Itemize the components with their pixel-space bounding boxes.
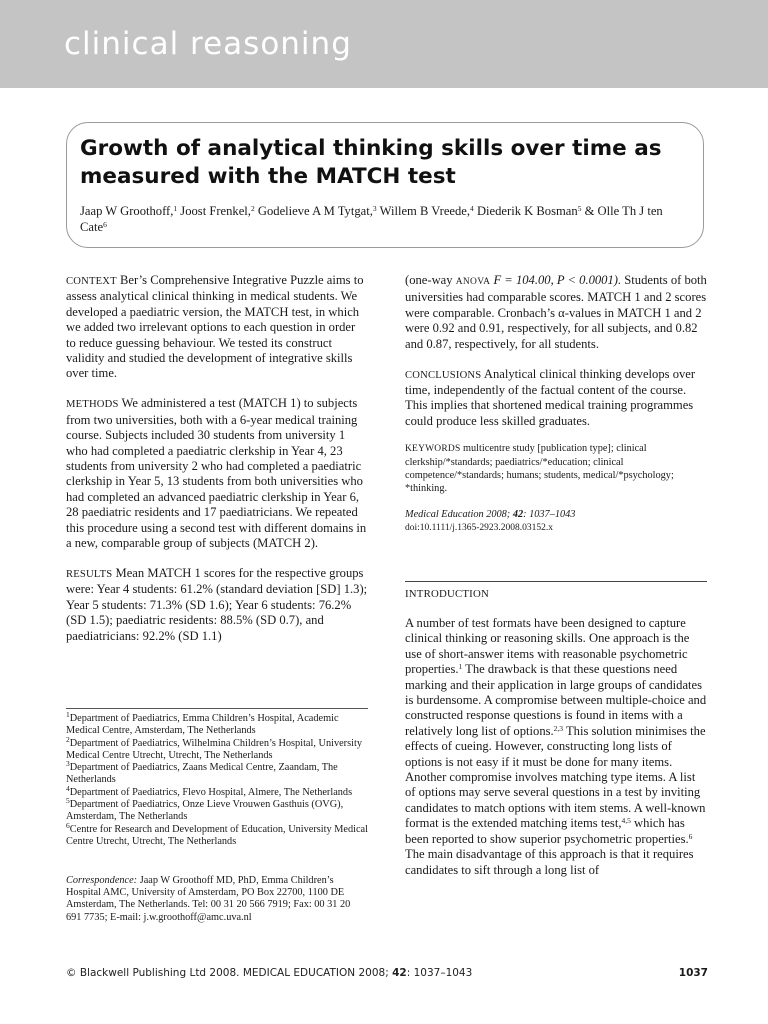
methods-text: We administered a test (MATCH 1) to subjects from two universities, both with a 6-year medical training course. Subjects included 30 students from university 1 who had completed a paediatric clerkship in Year 4, 23 students from university 2 who had completed a paediatric clerkship in Year 5, 13 students from both universities who had completed an advanced paediatric clerkship in Year 6, 28 paediatric residents and 17 paediatricians. We repeated this procedure using a second test with different domains in a new, comparable group of subjects (MATCH 2). (66, 396, 367, 550)
section-title: clinical reasoning (64, 26, 352, 62)
results-cont-prefix: (one-way (405, 273, 453, 287)
affiliations (66, 708, 368, 848)
intro-segment: which has been reported to show superior psychometric properties. (405, 816, 689, 846)
footer-volume: 42 (392, 967, 407, 979)
footer-copyright: © Blackwell Publishing Ltd 2008. MEDICAL EDUCATION 2008; (66, 967, 389, 979)
affiliation-number: 3 (66, 759, 70, 769)
citation-doi: doi:10.1111/j.1365-2923.2008.03152.x (405, 523, 554, 534)
intro-segment: A number of test formats have been designed to capture clinical thinking or reasoning skills. One approach is the use of short-answer items with reasonable psychometric properties. (405, 616, 690, 677)
article-title: Growth of analytical thinking skills over time as measured with the MATCH test (80, 136, 662, 189)
page-footer (66, 967, 708, 979)
author-affiliation-ref: 5 (577, 204, 582, 213)
results-statistic: F = 104.00, P < 0.0001). (493, 273, 622, 287)
correspondence (66, 875, 368, 924)
abstract-context (66, 273, 368, 382)
affiliation-item (66, 710, 368, 738)
context-text: Ber’s Comprehensive Integrative Puzzle aims to assess analytical clinical thinking in medical students. We developed a paediatric version, the MATCH test, in which we added two irrelevant options to each question in order to reduce guessing behaviour. We tested its construct validity and studied the development of integrative skills over time. (66, 273, 364, 381)
affiliation-item (66, 796, 368, 824)
intro-segment: The main disadvantage of this approach is that it requires candidates to sift through a long list of (405, 847, 694, 877)
author-name: Joost Frenkel, (180, 204, 251, 218)
affiliation-text: Department of Paediatrics, Wilhelmina Children’s Hospital, University Medical Centre Utrecht, Utrecht, The Netherlands (66, 737, 362, 761)
intro-reference[interactable]: 6 (688, 831, 693, 841)
affiliation-item (66, 783, 368, 799)
author-name: Godelieve A M Tytgat, (257, 204, 373, 218)
affiliation-text: Department of Paediatrics, Emma Children’s Hospital, Academic Medical Centre, Amsterdam, The Netherlands (66, 713, 339, 737)
abstract-right-column (405, 273, 707, 535)
conclusions-text: Analytical clinical thinking develops over time, independently of the factual content of the course. This implies that shortened medical training programmes could produce less skilled graduates. (405, 366, 696, 428)
affiliation-text: Department of Paediatrics, Onze Lieve Vrouwen Gasthuis (OVG), Amsterdam, The Netherlands (66, 799, 344, 823)
affiliation-item (66, 759, 368, 787)
correspondence-label: Correspondence: (66, 875, 138, 886)
context-heading: CONTEXT (66, 276, 117, 287)
results-cont-text: Students of both universities had comparable scores. MATCH 1 and 2 scores were comparable. Cronbach’s α-values in MATCH 1 and 2 were 0.92 and 0.91, respectively, for all subjects, and 0.82 and 0.87, respectively, for all students. (405, 273, 707, 351)
keywords-text: multicentre study [publication type]; clinical clerkship/*standards; paediatrics/*education; clinical competence/*standards; humans; students, medical/*psychology; *thinking. (405, 443, 674, 495)
abstract-conclusions (405, 367, 707, 430)
author-affiliation-ref: 3 (372, 204, 377, 213)
results-text: Mean MATCH 1 scores for the respective groups were: Year 4 students: 61.2% (standard deviation [SD] 1.3); Year 5 students: 71.3% (SD 1.6); Year 6 students: 76.2% (SD 1.5); paediatric residents: 88.5% (SD 0.7), and paediatricians: 92.2% (SD 1.1) (66, 565, 368, 643)
citation-journal: Medical Education 2008; (405, 509, 511, 521)
affiliation-number: 6 (66, 820, 70, 830)
anova-label: ANOVA (455, 277, 491, 287)
citation-pages: : 1037–1043 (523, 509, 576, 521)
introduction-heading: INTRODUCTION (405, 588, 489, 600)
abstract-results-continued (405, 273, 707, 352)
intro-segment: This solution minimises the effects of cueing. However, constructing long lists of options is not easy if it must be done for many items. Another compromise involves matching type items. A list of options may serve several questions in a test by inviting candidates to match options with item stems. A well-known format is the extended matching items test, (405, 723, 706, 831)
intro-reference[interactable]: 1 (458, 662, 463, 672)
footer-pages: : 1037–1043 (406, 967, 473, 979)
affiliation-number: 2 (66, 734, 70, 744)
citation-volume: 42 (512, 509, 524, 521)
author-affiliation-ref: 4 (470, 204, 474, 213)
affiliation-text: Centre for Research and Development of Education, University Medical Centre Utrecht, Utrecht, The Netherlands (66, 823, 368, 847)
methods-heading: METHODS (66, 399, 119, 411)
author-name: Jaap W Groothoff, (80, 204, 174, 218)
intro-reference[interactable]: 4,5 (621, 816, 631, 826)
author-name: Diederik K Bosman (476, 204, 578, 218)
affiliation-number: 4 (66, 783, 70, 793)
page-number: 1037 (678, 967, 708, 979)
keywords-heading: KEYWORDS (405, 444, 461, 455)
introduction-rule (405, 581, 707, 582)
author-name: & Olle Th J ten Cate (80, 204, 663, 234)
affiliation-text: Department of Paediatrics, Zaans Medical Centre, Zaandam, The Netherlands (66, 762, 338, 786)
keywords (405, 442, 707, 495)
affiliation-item (66, 734, 368, 763)
abstract-results (66, 566, 368, 644)
abstract-left-column (66, 273, 368, 658)
intro-reference[interactable]: 2,3 (553, 723, 564, 733)
introduction-text (405, 616, 707, 878)
author-name: Willem B Vreede, (379, 204, 471, 218)
citation (405, 508, 707, 535)
results-heading: RESULTS (66, 568, 113, 580)
section-banner (0, 0, 768, 88)
conclusions-heading: CONCLUSIONS (405, 369, 482, 381)
author-affiliation-ref: 6 (103, 219, 107, 229)
affiliation-number: 5 (66, 796, 70, 806)
abstract-methods (66, 396, 368, 551)
author-affiliation-ref: 2 (250, 204, 255, 213)
affiliation-item (66, 820, 368, 849)
affiliation-number: 1 (66, 710, 70, 719)
correspondence-text: Jaap W Groothoff MD, PhD, Emma Children’s Hospital AMC, University of Amsterdam, PO Box 22700, 1100 DE Amsterdam, The Netherlands. Tel: 00 31 20 566 7919; Fax: 00 31 20 691 7735; E-mail: j.w.groothoff@amc.uva.nl (66, 875, 351, 923)
author-list (80, 204, 690, 235)
intro-segment: The drawback is that these questions need marking and their application in large groups of candidates is burdensome. A compromise between multiple-choice and constructed response questions is found in items with a relatively long list of options. (405, 662, 707, 738)
affiliation-text: Department of Paediatrics, Flevo Hospital, Almere, The Netherlands (69, 786, 353, 798)
author-affiliation-ref: 1 (173, 204, 178, 213)
